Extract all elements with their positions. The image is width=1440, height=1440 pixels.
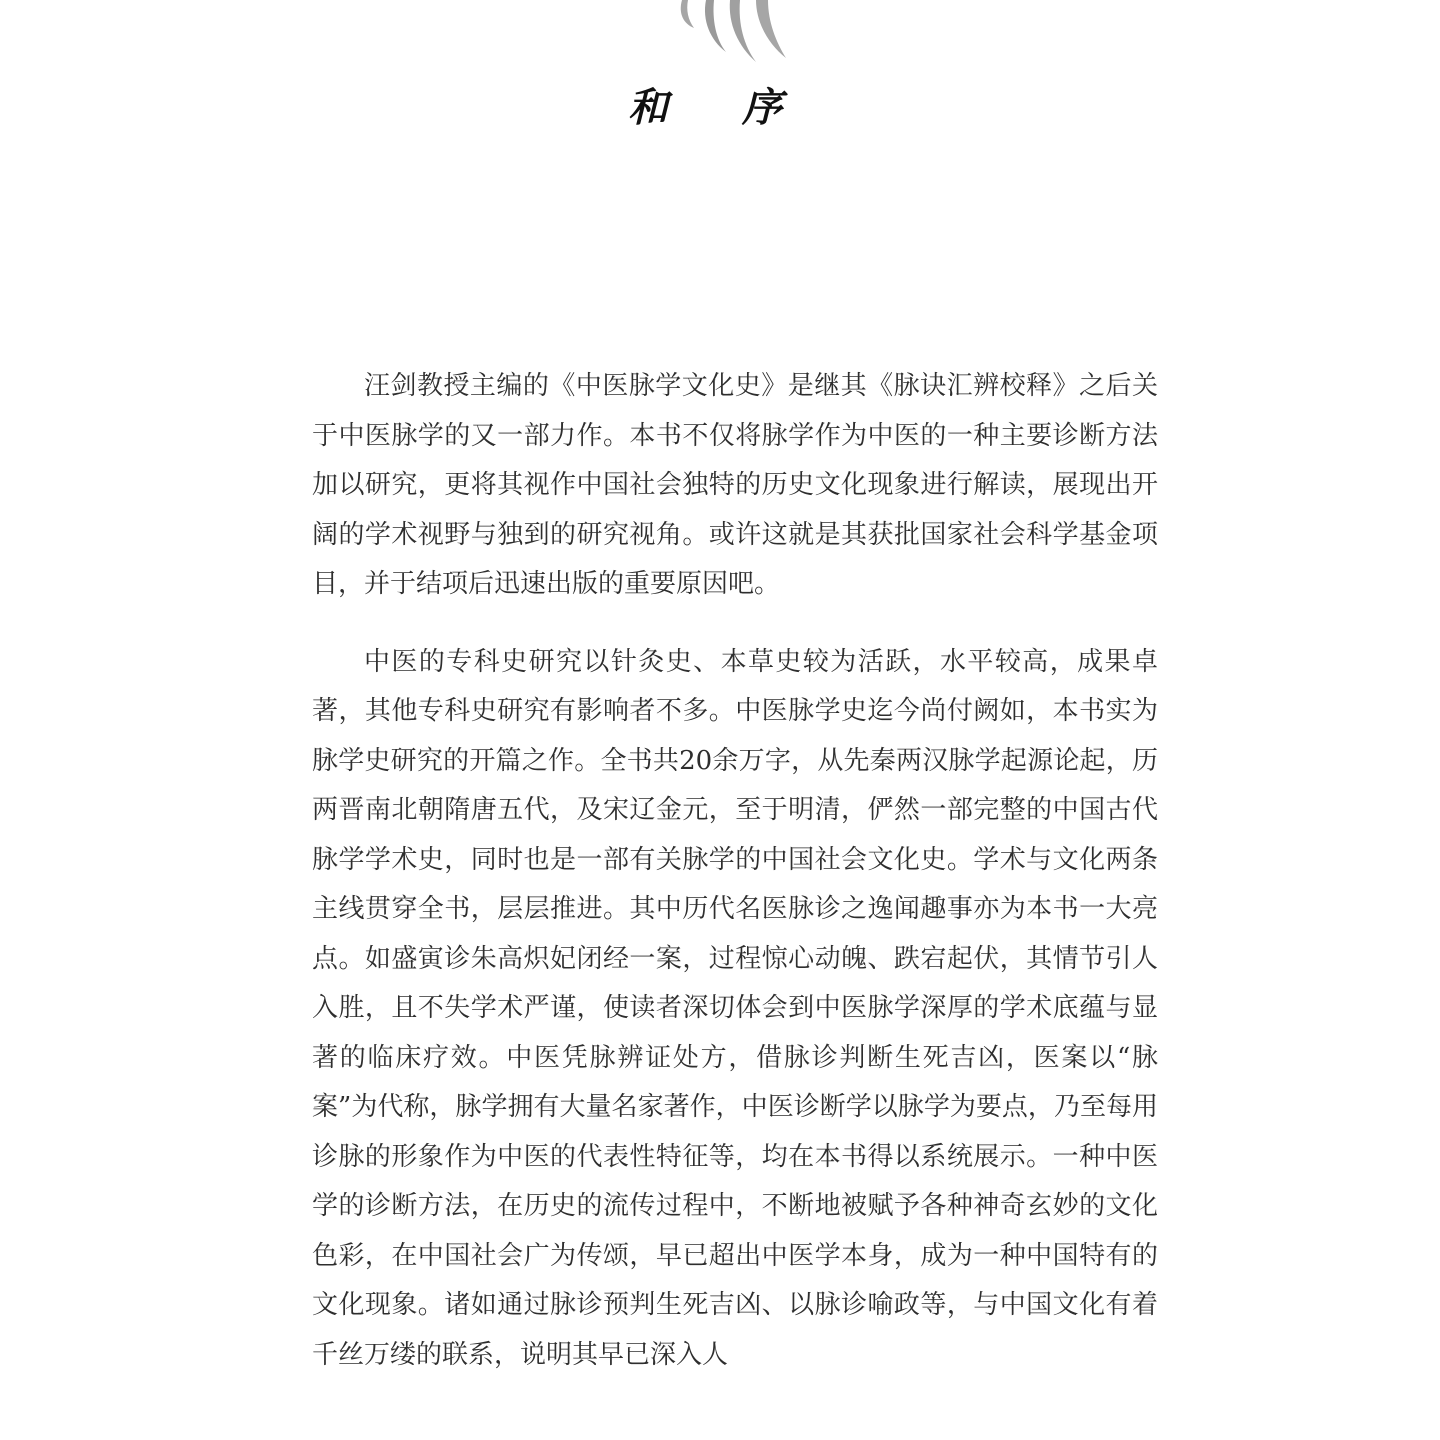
brush-stroke-ornament-icon: [672, 0, 792, 70]
paragraph: 汪剑教授主编的《中医脉学文化史》是继其《脉诀汇辨校释》之后关于中医脉学的又一部力作。本书不仅将脉学作为中医的一种主要诊断方法加以研究，更将其视作中国社会独特的历史文化现象进行解读，展现出开阔的学术视野与独到的研究视角。或许这就是其获批国家社会科学基金项目，并于结项后迅速出版的重要原因吧。: [312, 371, 1158, 599]
page-title: 和 序: [628, 84, 812, 131]
preface-body: [312, 362, 1158, 1380]
paragraph: 中医的专科史研究以针灸史、本草史较为活跃，水平较高，成果卓著，其他专科史研究有影响者不多。中医脉学史迄今尚付阙如，本书实为脉学史研究的开篇之作。全书共20余万字，从先秦两汉脉学起源论起，历两晋南北朝隋唐五代，及宋辽金元，至于明清，俨然一部完整的中国古代脉学学术史，同时也是一部有关脉学的中国社会文化史。学术与文化两条主线贯穿全书，层层推进。其中历代名医脉诊之逸闻趣事亦为本书一大亮点。如盛寅诊朱高炽妃闭经一案，过程惊心动魄、跌宕起伏，其情节引人入胜，且不失学术严谨，使读者深切体会到中医脉学深厚的学术底蕴与显著的临床疗效。中医凭脉辨证处方，借脉诊判断生死吉凶，医案以“脉案”为代称，脉学拥有大量名家著作，中医诊断学以脉学为要点，乃至每用诊脉的形象作为中医的代表性特征等，均在本书得以系统展示。一种中医学的诊断方法，在历史的流传过程中，不断地被赋予各种神奇玄妙的文化色彩，在中国社会广为传颂，早已超出中医学本身，成为一种中国特有的文化现象。诸如通过脉诊预判生死吉凶、以脉诊喻政等，与中国文化有着千丝万缕的联系，说明其早已深入人: [312, 646, 1158, 1370]
